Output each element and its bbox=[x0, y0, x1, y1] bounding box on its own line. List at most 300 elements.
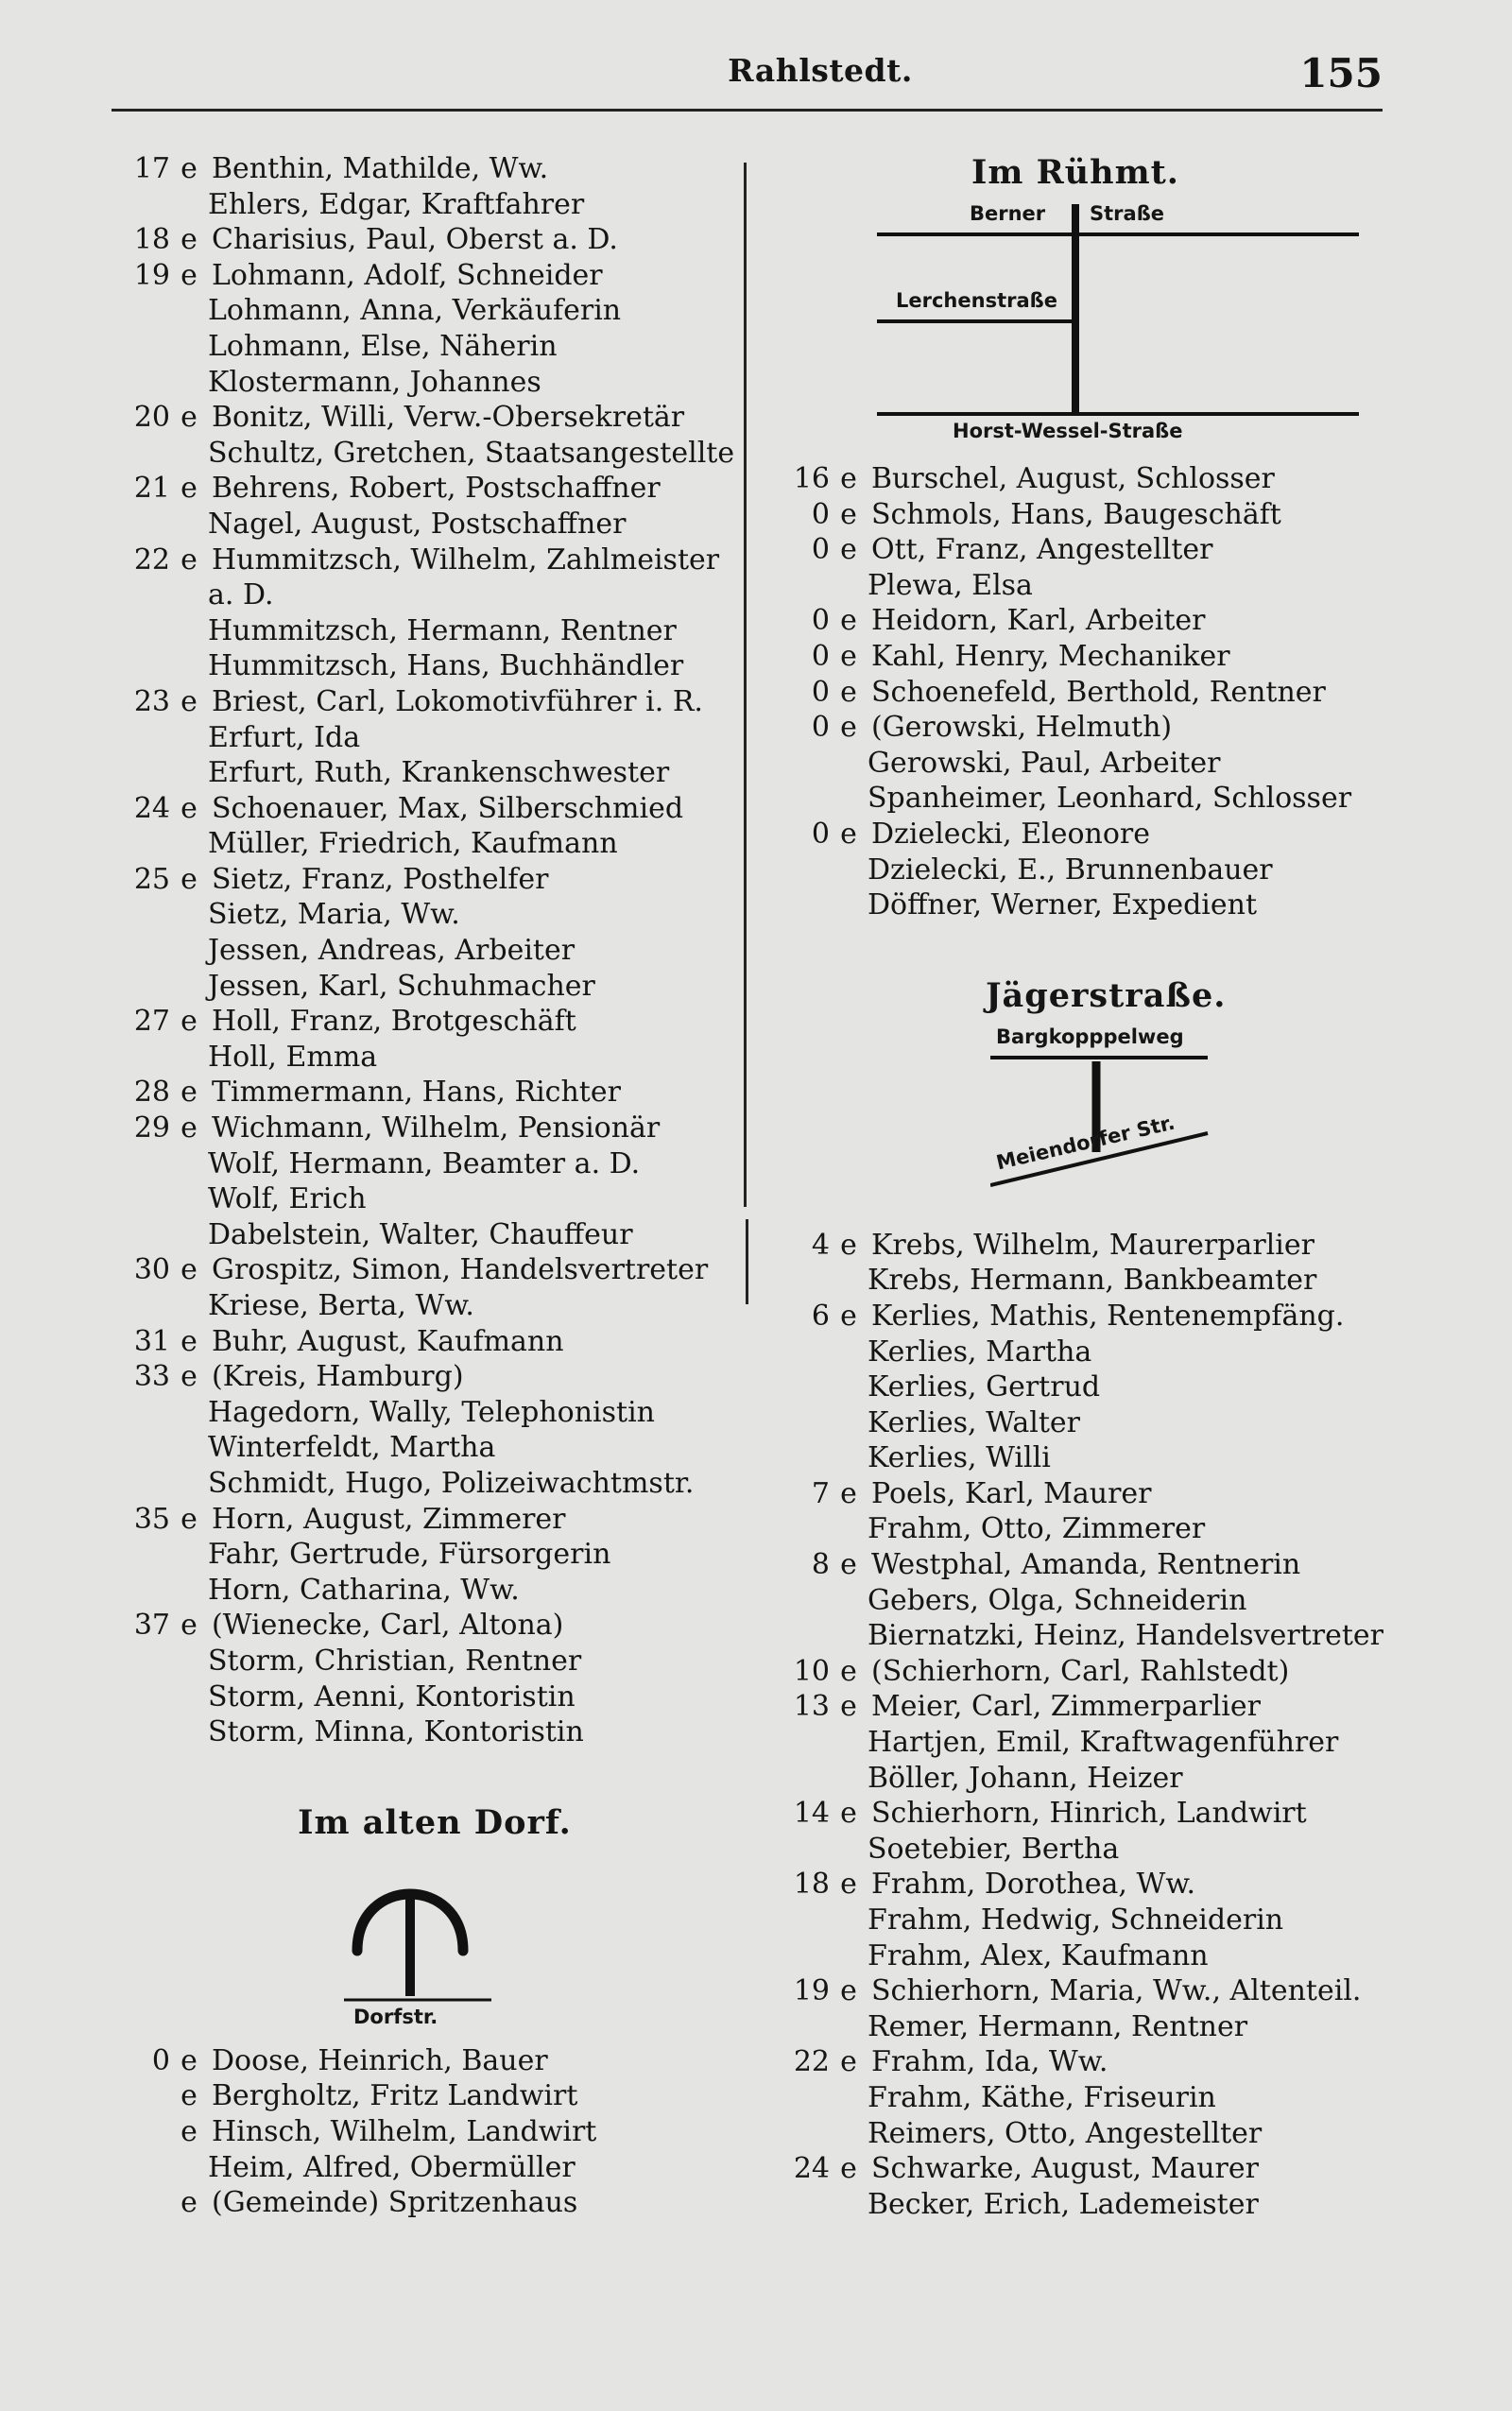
house-number: 22 bbox=[133, 542, 170, 577]
map-ruhmt bbox=[858, 197, 1387, 461]
house-number: 30 bbox=[133, 1253, 170, 1287]
house-number bbox=[782, 2080, 830, 2116]
map-label-bargkoppelweg: Bargkopppelweg bbox=[996, 1025, 1184, 1048]
resident-name: Hummitzsch, Wilhelm, Zahlmeister bbox=[212, 542, 720, 577]
ownership-mark: e bbox=[180, 1502, 198, 1536]
directory-entry bbox=[782, 1903, 1435, 1938]
resident-name: Schierhorn, Maria, Ww., Altenteil. bbox=[871, 1974, 1362, 2008]
ownership-mark: e bbox=[840, 1476, 857, 1510]
directory-entry bbox=[123, 1466, 747, 1502]
directory-entry bbox=[782, 532, 1435, 568]
directory-entry bbox=[123, 436, 747, 472]
running-title: Rahlstedt. bbox=[728, 52, 913, 89]
ownership-mark: e bbox=[840, 1228, 857, 1262]
resident-name: Hummitzsch, Hans, Buchhändler bbox=[208, 649, 684, 683]
directory-entry bbox=[782, 1796, 1435, 1832]
ownership-mark bbox=[170, 1146, 208, 1182]
map-label-meiendorfer-str: Meiendorfer Str. bbox=[994, 1111, 1177, 1175]
directory-entry bbox=[123, 1537, 747, 1573]
ownership-mark: e bbox=[180, 1076, 198, 1110]
house-number: 0 bbox=[811, 533, 830, 567]
resident-name: Schultz, Gretchen, Staatsangestellte bbox=[208, 436, 735, 470]
directory-entry bbox=[782, 1263, 1435, 1299]
house-number: 7 bbox=[811, 1476, 830, 1510]
house-number: 23 bbox=[133, 684, 170, 718]
directory-entry bbox=[782, 1440, 1435, 1476]
resident-name: Gebers, Olga, Schneiderin bbox=[868, 1583, 1247, 1617]
directory-entry bbox=[123, 1075, 747, 1111]
left-column bbox=[123, 151, 747, 2221]
house-number bbox=[123, 577, 170, 613]
resident-name: Holl, Emma bbox=[208, 1040, 378, 1074]
ruhmt-entry-list bbox=[782, 461, 1435, 923]
ownership-mark: e bbox=[840, 711, 857, 745]
house-number bbox=[782, 1761, 830, 1797]
directory-entry bbox=[123, 507, 747, 542]
resident-name: Jessen, Andreas, Arbeiter bbox=[208, 934, 576, 968]
ownership-mark: e bbox=[180, 2043, 198, 2077]
resident-name: Döffner, Werner, Expedient bbox=[868, 888, 1258, 922]
directory-entry bbox=[123, 329, 747, 365]
directory-entry bbox=[123, 1714, 747, 1750]
directory-entry bbox=[123, 1573, 747, 1609]
house-number bbox=[123, 720, 170, 756]
directory-entry bbox=[123, 969, 747, 1005]
directory-entry bbox=[782, 1335, 1435, 1370]
directory-entry bbox=[782, 1228, 1435, 1264]
directory-entry bbox=[782, 1476, 1435, 1512]
resident-name: Bonitz, Willi, Verw.-Obersekretär bbox=[212, 401, 685, 435]
resident-name: Jessen, Karl, Schuhmacher bbox=[208, 969, 595, 1003]
resident-name: Erfurt, Ida bbox=[208, 720, 361, 754]
house-number: 20 bbox=[133, 401, 170, 435]
resident-name: (Gemeinde) Spritzenhaus bbox=[212, 2186, 578, 2220]
ownership-mark: e bbox=[180, 1609, 198, 1643]
directory-entry bbox=[123, 400, 747, 436]
house-number bbox=[782, 1511, 830, 1547]
resident-name: Heim, Alfred, Obermüller bbox=[208, 2150, 576, 2184]
directory-entry bbox=[782, 568, 1435, 604]
resident-name: Reimers, Otto, Angestellter bbox=[868, 2116, 1263, 2150]
resident-name: Sietz, Franz, Posthelfer bbox=[212, 862, 549, 896]
house-number bbox=[123, 1217, 170, 1253]
house-number bbox=[123, 293, 170, 329]
resident-name: Briest, Carl, Lokomotivführer i. R. bbox=[212, 684, 703, 718]
ownership-mark: e bbox=[840, 1299, 857, 1333]
ownership-mark: e bbox=[180, 1005, 198, 1039]
house-number bbox=[782, 1369, 830, 1405]
resident-name: Poels, Karl, Maurer bbox=[871, 1476, 1152, 1510]
house-number: 25 bbox=[133, 862, 170, 896]
resident-name: Heidorn, Karl, Arbeiter bbox=[871, 604, 1206, 638]
ownership-mark bbox=[830, 1832, 868, 1868]
house-number bbox=[123, 897, 170, 933]
directory-entry bbox=[123, 222, 747, 258]
directory-entry bbox=[123, 1608, 747, 1644]
resident-name: Westphal, Amanda, Rentnerin bbox=[871, 1548, 1301, 1582]
directory-entry bbox=[782, 461, 1435, 497]
ownership-mark: e bbox=[840, 1654, 857, 1688]
house-number bbox=[782, 2116, 830, 2152]
house-number bbox=[782, 746, 830, 782]
house-number: 19 bbox=[793, 1974, 830, 2008]
ownership-mark bbox=[170, 1573, 208, 1609]
house-number bbox=[123, 648, 170, 684]
house-number bbox=[782, 1938, 830, 1974]
ownership-mark: e bbox=[180, 223, 198, 257]
ownership-mark bbox=[170, 1430, 208, 1466]
house-number bbox=[782, 1583, 830, 1619]
house-number bbox=[123, 2150, 170, 2186]
house-number bbox=[782, 852, 830, 888]
resident-name: Frahm, Dorothea, Ww. bbox=[871, 1868, 1195, 1902]
ownership-mark: e bbox=[840, 1797, 857, 1831]
ownership-mark: e bbox=[180, 1253, 198, 1287]
directory-entry bbox=[123, 826, 747, 862]
map-label-lerchenstrasse: Lerchenstraße bbox=[896, 289, 1057, 312]
resident-name: Becker, Erich, Lademeister bbox=[868, 2187, 1259, 2221]
house-number: 0 bbox=[811, 604, 830, 638]
directory-entry bbox=[782, 2044, 1435, 2080]
ownership-mark bbox=[170, 1714, 208, 1750]
resident-name: Kerlies, Martha bbox=[868, 1335, 1092, 1369]
ownership-mark bbox=[170, 365, 208, 401]
ownership-mark: e bbox=[840, 1690, 857, 1724]
resident-name: Storm, Christian, Rentner bbox=[208, 1644, 582, 1678]
ownership-mark bbox=[830, 2009, 868, 2045]
ownership-mark bbox=[830, 1583, 868, 1619]
ownership-mark bbox=[830, 781, 868, 817]
directory-entry bbox=[782, 1938, 1435, 1974]
directory-entry bbox=[123, 1252, 747, 1288]
map-label-dorfstr: Dorfstr. bbox=[353, 2005, 438, 2028]
directory-entry bbox=[123, 293, 747, 329]
house-number bbox=[782, 1725, 830, 1761]
directory-entry bbox=[123, 791, 747, 827]
resident-name: Sietz, Maria, Ww. bbox=[208, 898, 460, 932]
directory-entry bbox=[782, 2187, 1435, 2223]
ownership-mark bbox=[170, 507, 208, 542]
ownership-mark bbox=[170, 1644, 208, 1679]
resident-name: Krebs, Wilhelm, Maurerparlier bbox=[871, 1228, 1314, 1262]
resident-name: Schierhorn, Hinrich, Landwirt bbox=[871, 1797, 1307, 1831]
house-number bbox=[123, 2078, 170, 2114]
page-number: 155 bbox=[1299, 50, 1383, 96]
resident-name: Müller, Friedrich, Kaufmann bbox=[208, 827, 618, 861]
directory-entry bbox=[782, 746, 1435, 782]
ownership-mark bbox=[170, 1466, 208, 1502]
directory-entry bbox=[123, 720, 747, 756]
house-number bbox=[123, 1644, 170, 1679]
resident-name: Frahm, Käthe, Friseurin bbox=[868, 2080, 1216, 2114]
directory-entry bbox=[782, 1369, 1435, 1405]
ownership-mark bbox=[170, 1040, 208, 1076]
ownership-mark: e bbox=[180, 862, 198, 896]
resident-name: Hummitzsch, Hermann, Rentner bbox=[208, 613, 677, 647]
house-number bbox=[123, 1573, 170, 1609]
ownership-mark bbox=[830, 1511, 868, 1547]
ownership-mark bbox=[830, 1335, 868, 1370]
ownership-mark bbox=[830, 852, 868, 888]
ownership-mark: e bbox=[180, 1324, 198, 1358]
directory-entry bbox=[782, 1761, 1435, 1797]
ownership-mark bbox=[830, 2187, 868, 2223]
house-number bbox=[782, 887, 830, 923]
resident-name: Fahr, Gertrude, Fürsorgerin bbox=[208, 1538, 611, 1572]
directory-entry bbox=[123, 471, 747, 507]
directory-entry bbox=[123, 258, 747, 294]
directory-entry bbox=[782, 1654, 1435, 1690]
house-number: 14 bbox=[793, 1797, 830, 1831]
page-header bbox=[112, 52, 1383, 112]
ownership-mark bbox=[170, 755, 208, 791]
directory-entry bbox=[782, 710, 1435, 746]
resident-name: (Gerowski, Helmuth) bbox=[871, 711, 1173, 745]
directory-entry bbox=[123, 1288, 747, 1324]
resident-name: Klostermann, Johannes bbox=[208, 365, 541, 399]
directory-entry bbox=[782, 1689, 1435, 1725]
house-number bbox=[123, 2185, 170, 2221]
directory-entry bbox=[782, 639, 1435, 675]
house-number bbox=[123, 329, 170, 365]
house-number: 0 bbox=[811, 639, 830, 673]
house-number bbox=[123, 507, 170, 542]
resident-name: Kerlies, Walter bbox=[868, 1405, 1080, 1439]
resident-name: Hinsch, Wilhelm, Landwirt bbox=[212, 2114, 597, 2148]
house-number bbox=[782, 2009, 830, 2045]
ownership-mark: e bbox=[840, 817, 857, 851]
resident-name: Böller, Johann, Heizer bbox=[868, 1761, 1183, 1795]
directory-entry bbox=[123, 187, 747, 223]
house-number: 21 bbox=[133, 472, 170, 506]
map-label-horst-wessel-strasse: Horst-Wessel-Straße bbox=[953, 420, 1183, 442]
map-jaegerstrasse bbox=[990, 1020, 1293, 1209]
section-title-alten-dorf: Im alten Dorf. bbox=[298, 1802, 572, 1842]
resident-name: Kahl, Henry, Mechaniker bbox=[871, 639, 1230, 673]
house-number bbox=[123, 187, 170, 223]
directory-entry bbox=[123, 151, 747, 187]
ownership-mark: e bbox=[840, 639, 857, 673]
ownership-mark: e bbox=[180, 472, 198, 506]
directory-entry bbox=[782, 1867, 1435, 1903]
ownership-mark bbox=[170, 1679, 208, 1715]
ownership-mark: e bbox=[180, 2186, 198, 2220]
directory-entry bbox=[782, 1547, 1435, 1583]
house-number bbox=[123, 933, 170, 969]
resident-name: Wolf, Erich bbox=[208, 1182, 367, 1216]
house-number: 35 bbox=[133, 1502, 170, 1536]
directory-entry bbox=[123, 648, 747, 684]
resident-name: Wichmann, Wilhelm, Pensionär bbox=[212, 1111, 661, 1145]
directory-entry bbox=[123, 2114, 747, 2150]
ownership-mark bbox=[830, 1369, 868, 1405]
ownership-mark: e bbox=[180, 542, 198, 577]
house-number: 0 bbox=[151, 2043, 170, 2077]
directory-entry bbox=[782, 817, 1435, 852]
directory-entry bbox=[123, 2185, 747, 2221]
right-column bbox=[782, 151, 1435, 2222]
house-number: 18 bbox=[793, 1868, 830, 1902]
house-number bbox=[782, 1618, 830, 1654]
resident-name: Kerlies, Mathis, Rentenempfäng. bbox=[871, 1299, 1345, 1333]
directory-entry bbox=[123, 1217, 747, 1253]
house-number bbox=[123, 365, 170, 401]
resident-name: Nagel, August, Postschaffner bbox=[208, 507, 627, 541]
resident-name: Lohmann, Else, Näherin bbox=[208, 329, 558, 363]
ownership-mark bbox=[830, 1725, 868, 1761]
ownership-mark bbox=[170, 720, 208, 756]
resident-name: Benthin, Mathilde, Ww. bbox=[212, 152, 549, 185]
directory-entry bbox=[782, 781, 1435, 817]
resident-name: Hartjen, Emil, Kraftwagenführer bbox=[868, 1726, 1339, 1760]
ownership-mark bbox=[830, 568, 868, 604]
ownership-mark bbox=[170, 969, 208, 1005]
house-number: 22 bbox=[793, 2045, 830, 2079]
house-number bbox=[123, 1181, 170, 1217]
ownership-mark bbox=[170, 613, 208, 649]
jaegerstrasse-entry-list bbox=[782, 1228, 1435, 2223]
ownership-mark bbox=[170, 1181, 208, 1217]
ownership-mark: e bbox=[180, 401, 198, 435]
resident-name: Schmols, Hans, Baugeschäft bbox=[871, 497, 1281, 531]
house-number: 0 bbox=[811, 675, 830, 709]
ownership-mark: e bbox=[840, 1868, 857, 1902]
resident-name: Behrens, Robert, Postschaffner bbox=[212, 472, 661, 506]
ownership-mark bbox=[170, 1217, 208, 1253]
house-number bbox=[782, 781, 830, 817]
ownership-mark bbox=[170, 897, 208, 933]
ownership-mark bbox=[170, 1288, 208, 1324]
resident-name: Biernatzki, Heinz, Handelsvertreter bbox=[868, 1619, 1384, 1653]
resident-name: Erfurt, Ruth, Krankenschwester bbox=[208, 756, 670, 790]
ownership-mark bbox=[170, 436, 208, 472]
resident-name: Dzielecki, Eleonore bbox=[871, 817, 1150, 851]
house-number: 29 bbox=[133, 1111, 170, 1145]
ownership-mark bbox=[830, 1903, 868, 1938]
ownership-mark: e bbox=[180, 152, 198, 185]
resident-name: Timmermann, Hans, Richter bbox=[212, 1076, 621, 1110]
directory-entry bbox=[123, 365, 747, 401]
resident-name: Kerlies, Gertrud bbox=[868, 1370, 1101, 1404]
directory-entry bbox=[782, 2116, 1435, 2152]
directory-entry bbox=[123, 1502, 747, 1538]
directory-entry bbox=[123, 1359, 747, 1395]
resident-name: Bergholtz, Fritz Landwirt bbox=[212, 2079, 578, 2113]
resident-name: Ehlers, Edgar, Kraftfahrer bbox=[208, 187, 585, 221]
resident-name: Schoenefeld, Berthold, Rentner bbox=[871, 675, 1326, 709]
house-number: 13 bbox=[793, 1690, 830, 1724]
ownership-mark: e bbox=[840, 604, 857, 638]
directory-entry bbox=[782, 603, 1435, 639]
ownership-mark: e bbox=[840, 675, 857, 709]
house-number bbox=[782, 1903, 830, 1938]
ownership-mark bbox=[170, 577, 208, 613]
directory-entry bbox=[123, 1181, 747, 1217]
house-number bbox=[782, 1440, 830, 1476]
resident-name: Frahm, Alex, Kaufmann bbox=[868, 1938, 1209, 1972]
resident-name: Horn, August, Zimmerer bbox=[212, 1502, 566, 1536]
house-number: 33 bbox=[133, 1360, 170, 1394]
house-number: 31 bbox=[133, 1324, 170, 1358]
house-number: 37 bbox=[133, 1609, 170, 1643]
map-label-berner: Berner bbox=[970, 202, 1046, 225]
ownership-mark bbox=[830, 1938, 868, 1974]
house-number bbox=[123, 969, 170, 1005]
house-number bbox=[782, 1335, 830, 1370]
ownership-mark: e bbox=[180, 791, 198, 825]
house-number bbox=[123, 1146, 170, 1182]
directory-entry bbox=[123, 542, 747, 578]
resident-name: Storm, Aenni, Kontoristin bbox=[208, 1679, 576, 1714]
ownership-mark: e bbox=[840, 2152, 857, 2186]
house-number: 6 bbox=[811, 1299, 830, 1333]
directory-entry bbox=[782, 1299, 1435, 1335]
resident-name: Lohmann, Adolf, Schneider bbox=[212, 258, 603, 292]
ownership-mark: e bbox=[180, 1360, 198, 1394]
house-number: 17 bbox=[133, 152, 170, 185]
resident-name: Soetebier, Bertha bbox=[868, 1832, 1120, 1866]
resident-name: (Kreis, Hamburg) bbox=[212, 1360, 464, 1394]
directory-entry bbox=[123, 1040, 747, 1076]
house-number: 10 bbox=[793, 1654, 830, 1688]
resident-name: Meier, Carl, Zimmerparlier bbox=[871, 1690, 1261, 1724]
ownership-mark bbox=[170, 329, 208, 365]
resident-name: Hagedorn, Wally, Telephonistin bbox=[208, 1395, 655, 1429]
house-number: 18 bbox=[133, 223, 170, 257]
resident-name: Holl, Franz, Brotgeschäft bbox=[212, 1005, 576, 1039]
house-number bbox=[123, 826, 170, 862]
resident-name: Dzielecki, E., Brunnenbauer bbox=[868, 852, 1273, 887]
ownership-mark bbox=[170, 1537, 208, 1573]
directory-entry bbox=[123, 2150, 747, 2186]
resident-name: Schmidt, Hugo, Polizeiwachtmstr. bbox=[208, 1466, 695, 1500]
resident-name: Lohmann, Anna, Verkäuferin bbox=[208, 294, 622, 328]
map-jaegerstrasse-drawing bbox=[990, 1020, 1293, 1209]
ownership-mark bbox=[830, 1263, 868, 1299]
resident-name: Charisius, Paul, Oberst a. D. bbox=[212, 223, 618, 257]
resident-name: Spanheimer, Leonhard, Schlosser bbox=[868, 782, 1352, 816]
ownership-mark bbox=[830, 887, 868, 923]
ownership-mark: e bbox=[840, 1974, 857, 2008]
resident-name: (Schierhorn, Carl, Rahlstedt) bbox=[871, 1654, 1290, 1688]
directory-entry bbox=[782, 852, 1435, 888]
resident-name: Schwarke, August, Maurer bbox=[871, 2152, 1259, 2186]
resident-name: Doose, Heinrich, Bauer bbox=[212, 2043, 548, 2077]
ownership-mark: e bbox=[840, 2045, 857, 2079]
house-number: 0 bbox=[811, 817, 830, 851]
directory-entry bbox=[123, 1430, 747, 1466]
directory-entry bbox=[782, 1511, 1435, 1547]
house-number bbox=[123, 2114, 170, 2150]
resident-name: Buhr, August, Kaufmann bbox=[212, 1324, 564, 1358]
directory-entry bbox=[123, 2043, 747, 2079]
resident-name: (Wienecke, Carl, Altona) bbox=[212, 1609, 564, 1643]
directory-entry bbox=[123, 1146, 747, 1182]
ownership-mark bbox=[830, 1761, 868, 1797]
resident-name: Grospitz, Simon, Handelsvertreter bbox=[212, 1253, 709, 1287]
house-number bbox=[123, 436, 170, 472]
resident-name: a. D. bbox=[208, 578, 274, 612]
ownership-mark bbox=[830, 2080, 868, 2116]
directory-entry bbox=[123, 755, 747, 791]
ownership-mark bbox=[170, 293, 208, 329]
section-title-jaegerstrasse: Jägerstraße. bbox=[986, 975, 1227, 1015]
map-alten-dorf bbox=[340, 1847, 643, 2036]
directory-entry bbox=[782, 2151, 1435, 2187]
directory-entry bbox=[782, 1725, 1435, 1761]
ownership-mark: e bbox=[840, 533, 857, 567]
house-number bbox=[123, 1466, 170, 1502]
